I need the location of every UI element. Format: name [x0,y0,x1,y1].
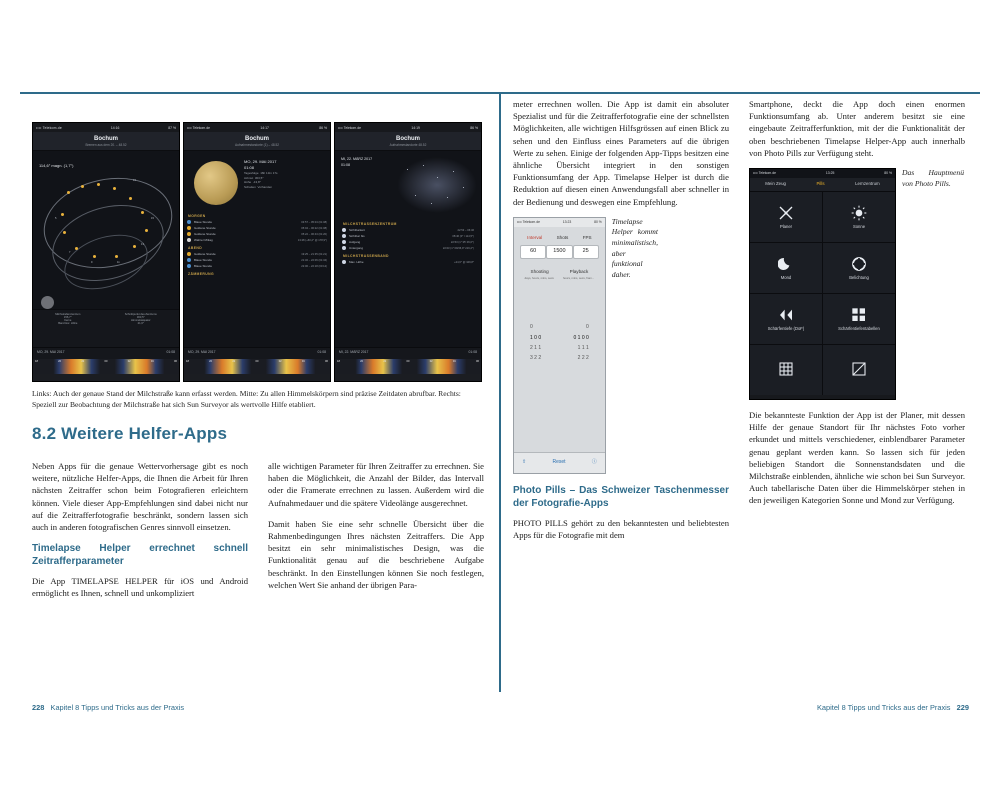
time-groups [184,211,330,277]
item-value: 22:53 – 06:46 [457,228,474,232]
battery-label: 80 % [884,171,892,176]
item-label: Wahrer Mittag [194,238,213,242]
figure-timelapse-helper [513,217,658,474]
figure-screenshot-strip [32,122,482,380]
subsection-heading-photopills: Photo Pills – Das Schweizer Taschenmesser der Fotografie-Apps [513,484,729,509]
dof-icon [778,307,794,323]
timeline-footer [33,347,179,374]
figure-caption: Links: Auch der genaue Stand der Milchstraße kann erfasst werden. Mitte: Zu allen Himmelskörpern sind präzise Zeitdaten abrufbar. Rechts: Speziell zur Beobachtung der Milchstraße hat sich Sun Surveyor als wertvolle Hilfe etabliert. [32,389,461,409]
tile-grid[interactable] [750,345,822,395]
paragraph: PHOTO PILLS gehört zu den bekanntesten und beliebtesten Apps für die Fotografie mit dem [513,517,729,541]
date-block [341,157,475,169]
list-item[interactable] [187,237,327,243]
picker-row [520,343,599,353]
footer-time: 01:08 [468,350,477,354]
group-heading: ZÄMMERUNG [188,272,215,276]
carrier-label: •••• Telekom.de [338,125,361,130]
color-dot-icon [187,264,191,268]
parameter-headers [514,227,605,244]
sun-marker [81,185,84,188]
tick: 04 [301,360,305,363]
result-headers [514,259,605,276]
cell: 0 1 0 0 [573,334,589,341]
item-value: 22:06 – 22:18 (00:12) [301,264,327,268]
sky-chart [33,151,179,347]
sun-marker [61,213,64,216]
footer-time: 01:08 [166,350,175,354]
fps-label: FPS [582,234,592,240]
figure-caption-timelapse: Timelapse Helper kommt minimalistisch, aber funktional daher. [611,216,658,279]
result-subheaders [514,276,605,281]
table-icon [851,307,867,323]
shooting-units: days, hours, mins, secs [524,275,554,280]
reset-button[interactable]: Reset [552,459,566,466]
phone-screenshot-1 [32,122,180,382]
group-heading: MILCHSTRASSENZENTRUM [343,222,397,226]
battery-label: 86 % [470,125,478,130]
moon-phase-icon [194,161,238,205]
summary-time: 01:08 [341,162,350,167]
item-value: 22:53 (1° 35' 06,0°) [450,240,474,244]
paragraph: meter errechnen wollen. Die App ist damit ein absoluter Spezialist und für die Zeitrafferfotografie eine der schnellsten Möglichkeiten, alle wichtigen Hilfsgrössen auf einen Blick zu sehen und den Einfluss eines Parameters auf die übrigen Werte zu sehen. Einige der folgenden App-Tipps besitzen eine ähnliche Übersicht integriert in den sonstigen Funktionsumfang der App. Timelapse Helper ist durch die Reduktion auf diesen einen Anwendungsfall aber schneller in der Bedienung und deswegen eine Empfehlung. [513,99,729,207]
fps-value[interactable]: 25 [573,245,599,259]
tick: 04 [150,360,154,363]
row-key: Azimut [244,175,254,180]
interval-value[interactable]: 60 [520,245,546,259]
grid-icon [778,361,794,377]
tile-diagonal[interactable] [823,345,895,395]
timeline-footer [184,347,330,374]
subsection-heading: Timelapse Helper errechnet schnell Zeitrafferparameter [32,543,248,568]
clock-label: 14:19 [411,125,420,130]
column-4 [749,98,965,550]
carrier-label: •••• Telekom.de [753,171,776,176]
running-foot: Kapitel 8 Tipps und Tricks aus der Praxis [816,703,951,712]
tile-label: Belichtung [849,274,869,280]
item-value: 21:32 – 22:06 (01:34) [301,258,327,262]
shots-value[interactable]: 1500 [546,245,572,259]
page-right [501,92,981,712]
location-title: Bochum [245,135,269,142]
readout-label: Band Hor. Höhe [58,322,78,325]
item-value: 08:46 (0° / 114,5°) [452,234,474,238]
paragraph: Damit haben Sie eine sehr schnelle Übersicht über die Rahmenbedingungen Ihres nächsten Zeitraffers. Die App besitzt ein sehr minimalistisches Design, was die Funktionalität genau auf die beschriebene Aufgabe beschränkt. In den Einstellungen können Sie noch festlegen, welchen Wert Sie anhand der übrigen Para- [268,518,484,590]
moon-icon [778,256,794,272]
readout-value: 303,5° [136,316,145,319]
item-label: Aufgang [349,240,361,244]
readout-label: Schnittpunkt des Zentrums [124,313,157,316]
item-value: 05:04 – 06:22 (01:08) [301,226,327,230]
sun-marker [115,255,118,258]
tick: 02 [429,360,433,363]
item-label: Blaue Stunde [194,220,213,224]
section-heading: 8.2 Weitere Helfer-Apps [32,424,228,443]
tick: 02 [127,360,131,363]
sun-icon [851,205,867,221]
phone-screenshot-photopills [749,168,896,400]
group-heading: ABEND [188,246,203,250]
color-dot-icon [342,228,346,232]
clock-label: 13:25 [825,171,835,176]
item-value: 03:57 – 05:04 (01:08) [301,220,327,224]
item-label: Sichtbar bis [349,234,365,238]
phone-screenshot-timelapse [513,217,606,474]
tick: 00 [406,360,410,363]
sun-marker [75,247,78,250]
color-dot-icon [187,252,191,256]
color-dot-icon [187,238,191,242]
tick: 20 [360,360,364,363]
sun-marker [113,187,116,190]
cell: 2 2 2 [577,355,589,362]
location-subtitle: Aufnahmestandorte 48.52 [389,142,427,147]
diagonal-icon [851,361,867,377]
summary-time: 01:08 [244,165,255,170]
tick: 06 [476,360,479,363]
compass-icon [778,205,794,221]
tick: 02 [278,360,282,363]
row-value: 16h 13m 17s [260,171,278,175]
footer-date: MO, 29. MAI 2017 [188,350,216,354]
tick: 22 [81,360,85,363]
clock-label: 14:16 [110,125,120,130]
tile-label: Mond [780,274,792,280]
status-bar [514,218,605,227]
color-dot-icon [187,220,191,224]
pills-grid [750,192,895,395]
color-dot-icon [342,260,346,264]
row-key: Höhe [244,180,252,184]
cell: 0 [586,324,589,331]
orbit-tick-label: 11 [117,261,120,264]
status-bar [33,123,179,132]
milkyway-sections [339,219,477,265]
tile-label: Schärfentiefe (DoF) [767,325,805,331]
tab-lernzentrum[interactable]: Lernzentrum [855,181,880,187]
location-title: Bochum [94,135,118,142]
folio-left [32,703,184,712]
column-3 [513,98,729,550]
picker-grid[interactable] [520,323,599,364]
moon-icon [41,296,54,309]
celestial-detail-list [184,151,330,347]
carrier-label: •••• Telekom.de [36,125,62,130]
paragraph: alle wichtigen Parameter für Ihren Zeitraffer zu errechnen. Sie haben die Möglichkeit, die Anzahl der Bilder, das Intervall oder die Framerate errechnen zu lassen. Außerdem wird die Aufnahmedauer und die spätere Videolänge ausgerechnet. [268,461,484,508]
column-2 [268,460,484,609]
location-subtitle: Aufnahmestandorte (1) – 48.52 [234,142,280,147]
app-title-bar [335,132,481,151]
folio-right [817,703,969,712]
parameter-values [514,243,605,259]
battery-label: 86 % [319,125,327,130]
tile-label: Schärfentiefentabellen [838,325,880,331]
orbit-tick-label: 9 [91,261,93,264]
tick: 18 [186,360,189,363]
color-dot-icon [342,240,346,244]
tile-belichtung[interactable] [823,243,895,293]
cell: 1 0 0 [530,334,542,341]
list-item[interactable] [342,245,474,251]
sun-marker [145,229,148,232]
picker-row [520,354,599,364]
carrier-label: •••• Telekom.de [517,219,540,224]
sun-marker [133,245,136,248]
row-key: Schatten [244,184,256,189]
readout-label: Himmelsäquator [130,319,151,322]
item-label: Blaue Stunde [194,258,213,262]
item-value: 05:22 – 06:43 (01:20) [301,232,327,236]
detail-readout [33,309,179,347]
info-icon[interactable]: ⓘ [591,459,597,466]
figure-caption-photopills: Das Hauptmenü von Photo Pills. [902,168,964,188]
column-1 [32,460,248,609]
tile-dof[interactable] [750,294,822,344]
picker-row [520,333,599,343]
playback-units: hours, mins, secs, fram... [562,275,595,280]
status-bar [335,123,481,132]
tick: 00 [104,360,108,363]
item-value: 19:25 – 21:35 (01:21) [301,252,327,256]
row-key: Tagesfolge [244,171,259,175]
orbit-tick-label: 15 [151,217,154,220]
summary-date: MO, 29. MAI 2017 [244,159,277,164]
body-columns-right [513,98,965,550]
paragraph: Smartphone, deckt die App doch einen enormen Funktionsumfang ab. Unter anderem besitzt sie eine eingebaute Zeitrafferfunktion, mit der die Funktionalität der oben beschriebenen Timelapse Helper-App auch innerhalb von Photo Pills zur Verfügung steht. [749,99,965,158]
tick: 20 [209,360,213,363]
item-label: Goldene Stunde [194,252,216,256]
tick: 18 [337,360,340,363]
location-subtitle: Bremen aus dem 20. – 48.52 [85,142,127,147]
milkyway-detail [335,151,481,347]
tile-sonne[interactable] [823,192,895,242]
timeline-ticks [33,359,179,374]
list-item[interactable] [342,259,474,265]
color-dot-icon [187,258,191,262]
item-label: Sichtbarkeit [349,228,365,232]
paragraph: Die App TIMELAPSE HELPER für iOS und Android ermöglicht es Ihnen, schnell und unkompliziert [32,576,248,599]
cell: 3 2 2 [530,355,542,362]
footer-date: MO, 29. MAI 2017 [37,350,65,354]
row-value: -13,8° [252,180,261,184]
summary-block [244,159,278,189]
readout-value: 21,6° [137,322,144,325]
page-number: 228 [32,703,45,712]
item-value: +24,6° @ 349,8° [454,260,474,264]
summary-date: MI, 22. MÄRZ 2017 [341,157,373,161]
timeline-ticks [184,359,330,374]
readout-value: 156,7° [63,316,72,319]
body-columns-left [32,460,484,609]
item-value: 22:03 (1° 09/36,9° 216,2°) [442,246,474,250]
shots-label: Shots [556,234,569,240]
shooting-label: Shooting [530,269,549,275]
item-label: Untergang [349,246,364,250]
aperture-icon [851,256,867,272]
figure-photopills [749,168,965,400]
magnitude-label: 114,6° magn. (1,7°) [39,163,74,168]
footer-time: 01:08 [317,350,326,354]
day-timeline[interactable] [33,359,179,374]
tick: 22 [383,360,387,363]
color-dot-icon [187,226,191,230]
bottom-toolbar [514,452,605,473]
tile-label: Sonne [852,223,866,229]
timelapse-calculator [514,227,605,452]
footer-date: MI, 22. MÄRZ 2017 [339,350,369,354]
status-bar [750,169,895,178]
interval-label: Interval [527,234,543,240]
app-title-bar [33,132,179,151]
tick: 20 [58,360,62,363]
tick: 06 [174,360,177,363]
cell: 2 1 1 [530,344,542,351]
tick: 00 [255,360,259,363]
playback-label: Playback [569,269,589,275]
phone-screenshot-2 [183,122,331,382]
timeline-footer [335,347,481,374]
orbit-tick-label: 19 [133,179,136,182]
tile-label: Planer [779,223,793,229]
tab-mein-zeug[interactable]: Mein Zeug [765,181,786,187]
sun-marker [63,231,66,234]
readout-label: Milchstraßenzentrum [55,313,81,316]
color-dot-icon [342,234,346,238]
carrier-label: •••• Telekom.de [187,125,210,130]
orbit-tick-label: 7 [69,251,71,254]
list-item[interactable] [187,263,327,269]
orbit-tick-label: 13 [141,243,144,246]
cell: 0 [530,324,533,331]
figure-caption-timelapse-wrap [612,217,658,474]
tile-dof-tables[interactable] [823,294,895,344]
item-label: Blaue Stunde [194,264,213,268]
figure-caption-photopills-wrap [902,168,964,400]
color-dot-icon [187,232,191,236]
day-timeline[interactable] [184,359,330,374]
orbit-tick-label: 5 [55,217,57,220]
tab-bar [750,178,895,192]
tick: 18 [35,360,38,363]
group-heading: MILCHSTRASSENBAND [343,254,389,258]
item-label: Goldene Stunde [194,232,216,236]
day-timeline[interactable] [335,359,481,374]
page-left [20,92,500,712]
sun-marker [93,255,96,258]
tick: 22 [232,360,236,363]
sun-marker [129,197,132,200]
group-heading: MORGEN [188,214,206,218]
tick: 06 [325,360,328,363]
tick: 04 [452,360,456,363]
clock-label: 13:23 [562,219,572,224]
share-icon[interactable]: ⇧ [522,459,527,466]
paragraph: Die bekannteste Funktion der App ist der Planer, mit dessen Hilfe der genaue Standort für Ihr nächstes Foto vorher erkundet und mittels verschiedener, einblendbarer Parameter genau geplant werden kann. So lassen sich für jeden beliebigen Standort die Sonnenstandsdaten und die Milchstraße einblenden, ähnliche wie schon bei Sun Surveyor. Auch tabellarische Daten über die Himmelskörper stehen in den jeweiligen Kategorien Sonne und Mond zur Verfügung. [749,410,965,506]
app-title-bar [184,132,330,151]
sun-marker [141,211,144,214]
tile-planer[interactable] [750,192,822,242]
row-value: 303,5° [254,175,264,180]
tile-mond[interactable] [750,243,822,293]
tab-pills[interactable]: Pills [816,181,825,187]
status-bar [184,123,330,132]
item-label: Goldene Stunde [194,226,216,230]
battery-label: 87 % [168,125,176,130]
clock-label: 14:17 [260,125,269,130]
phone-screenshot-3 [334,122,482,382]
sun-marker [67,191,70,194]
running-foot: Kapitel 8 Tipps und Tricks aus der Praxis [50,703,185,712]
sun-marker [97,183,100,186]
item-label: Max. Höhe [349,260,364,264]
battery-label: 80 % [594,219,602,224]
location-title: Bochum [396,135,420,142]
color-dot-icon [342,246,346,250]
row-value: Vorhanden [257,184,273,189]
page-number: 229 [956,703,969,712]
picker-row [520,323,599,333]
cell: 1 1 1 [577,344,589,351]
readout-label: Kerne [64,319,72,322]
timeline-ticks [335,359,481,374]
item-value: 13:28 (+60,2° @ 178,9°) [297,238,327,242]
paragraph: Neben Apps für die genaue Wettervorhersage gibt es noch weitere, nützliche Helfer-Apps, die Ihnen die Arbeit für Ihren nächsten Zeitraffer schon beim Fotografieren erleichtern können. Viele dieser App-Empfehlungen sind dabei nicht nur auf die Zeitrafferfotografie beschränkt, sondern lassen sich auch in anderen fotografischen Genres sinnvoll einsetzen. [32,461,248,533]
